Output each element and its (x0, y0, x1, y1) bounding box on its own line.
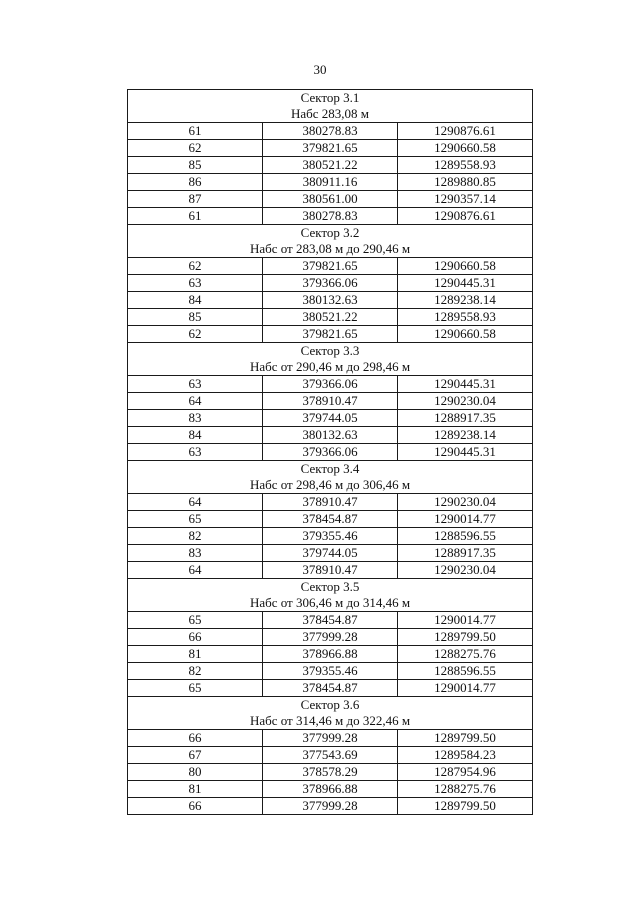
sector-header-row (128, 461, 533, 494)
table-row (128, 292, 533, 309)
sector-header-row (128, 225, 533, 258)
x-coordinate-cell: 379744.05 (263, 410, 398, 427)
table-row (128, 663, 533, 680)
table-row (128, 612, 533, 629)
x-coordinate-cell: 380132.63 (263, 427, 398, 444)
point-number-cell: 62 (128, 326, 263, 343)
y-coordinate-cell: 1289558.93 (398, 157, 533, 174)
y-coordinate-cell: 1289799.50 (398, 629, 533, 646)
point-number-cell: 66 (128, 730, 263, 747)
y-coordinate-cell: 1289238.14 (398, 292, 533, 309)
y-coordinate-cell: 1290445.31 (398, 376, 533, 393)
x-coordinate-cell: 378910.47 (263, 393, 398, 410)
y-coordinate-cell: 1289799.50 (398, 798, 533, 815)
sector-header (128, 697, 533, 730)
sector-title: Сектор 3.3 (300, 343, 360, 358)
table-row (128, 376, 533, 393)
sector-title: Сектор 3.2 (300, 225, 360, 240)
y-coordinate-cell: 1290357.14 (398, 191, 533, 208)
sector-title: Сектор 3.5 (300, 579, 360, 594)
x-coordinate-cell: 380521.22 (263, 309, 398, 326)
table-row (128, 157, 533, 174)
point-number-cell: 84 (128, 427, 263, 444)
coordinates-table (127, 89, 533, 815)
point-number-cell: 65 (128, 680, 263, 697)
point-number-cell: 85 (128, 157, 263, 174)
sector-header (128, 461, 533, 494)
table-row (128, 309, 533, 326)
sector-header-row (128, 579, 533, 612)
table-row (128, 680, 533, 697)
point-number-cell: 61 (128, 208, 263, 225)
table-row (128, 410, 533, 427)
x-coordinate-cell: 380132.63 (263, 292, 398, 309)
x-coordinate-cell: 380278.83 (263, 123, 398, 140)
y-coordinate-cell: 1288917.35 (398, 545, 533, 562)
sector-header-row (128, 697, 533, 730)
point-number-cell: 66 (128, 798, 263, 815)
y-coordinate-cell: 1289880.85 (398, 174, 533, 191)
y-coordinate-cell: 1290014.77 (398, 680, 533, 697)
y-coordinate-cell: 1290230.04 (398, 393, 533, 410)
point-number-cell: 65 (128, 612, 263, 629)
point-number-cell: 66 (128, 629, 263, 646)
x-coordinate-cell: 379366.06 (263, 444, 398, 461)
y-coordinate-cell: 1288275.76 (398, 646, 533, 663)
table-row (128, 208, 533, 225)
x-coordinate-cell: 379821.65 (263, 326, 398, 343)
sector-height-range: Набс 283,08 м (290, 106, 370, 121)
table-row (128, 494, 533, 511)
table-row (128, 646, 533, 663)
sector-header-row (128, 343, 533, 376)
table-row (128, 444, 533, 461)
x-coordinate-cell: 379821.65 (263, 258, 398, 275)
point-number-cell: 83 (128, 545, 263, 562)
sector-header (128, 579, 533, 612)
point-number-cell: 67 (128, 747, 263, 764)
y-coordinate-cell: 1290660.58 (398, 258, 533, 275)
table-row (128, 764, 533, 781)
x-coordinate-cell: 377999.28 (263, 629, 398, 646)
x-coordinate-cell: 380521.22 (263, 157, 398, 174)
point-number-cell: 61 (128, 123, 263, 140)
table-row (128, 326, 533, 343)
y-coordinate-cell: 1290230.04 (398, 494, 533, 511)
sector-title: Сектор 3.6 (300, 697, 360, 712)
x-coordinate-cell: 379744.05 (263, 545, 398, 562)
point-number-cell: 65 (128, 511, 263, 528)
y-coordinate-cell: 1290014.77 (398, 612, 533, 629)
table-row (128, 427, 533, 444)
y-coordinate-cell: 1289799.50 (398, 730, 533, 747)
point-number-cell: 86 (128, 174, 263, 191)
table-row (128, 123, 533, 140)
x-coordinate-cell: 377999.28 (263, 798, 398, 815)
y-coordinate-cell: 1290445.31 (398, 444, 533, 461)
table-row (128, 140, 533, 157)
point-number-cell: 83 (128, 410, 263, 427)
y-coordinate-cell: 1290660.58 (398, 326, 533, 343)
table-row (128, 562, 533, 579)
sector-header (128, 90, 533, 123)
x-coordinate-cell: 379355.46 (263, 528, 398, 545)
x-coordinate-cell: 378910.47 (263, 494, 398, 511)
table-row (128, 730, 533, 747)
table-row (128, 174, 533, 191)
table-row (128, 275, 533, 292)
x-coordinate-cell: 378454.87 (263, 612, 398, 629)
y-coordinate-cell: 1289558.93 (398, 309, 533, 326)
table-row (128, 528, 533, 545)
sector-height-range: Набс от 298,46 м до 306,46 м (249, 477, 411, 492)
y-coordinate-cell: 1289584.23 (398, 747, 533, 764)
y-coordinate-cell: 1289238.14 (398, 427, 533, 444)
y-coordinate-cell: 1290014.77 (398, 511, 533, 528)
table-row (128, 545, 533, 562)
x-coordinate-cell: 378910.47 (263, 562, 398, 579)
x-coordinate-cell: 378454.87 (263, 511, 398, 528)
point-number-cell: 82 (128, 528, 263, 545)
sector-height-range: Набс от 290,46 м до 298,46 м (249, 359, 411, 374)
x-coordinate-cell: 378966.88 (263, 781, 398, 798)
point-number-cell: 63 (128, 376, 263, 393)
x-coordinate-cell: 379366.06 (263, 376, 398, 393)
y-coordinate-cell: 1288596.55 (398, 663, 533, 680)
sector-header (128, 343, 533, 376)
x-coordinate-cell: 378578.29 (263, 764, 398, 781)
table-row (128, 258, 533, 275)
sector-title: Сектор 3.4 (300, 461, 360, 476)
x-coordinate-cell: 379355.46 (263, 663, 398, 680)
sector-header (128, 225, 533, 258)
table-row (128, 629, 533, 646)
y-coordinate-cell: 1290876.61 (398, 123, 533, 140)
point-number-cell: 62 (128, 140, 263, 157)
y-coordinate-cell: 1287954.96 (398, 764, 533, 781)
point-number-cell: 84 (128, 292, 263, 309)
y-coordinate-cell: 1288596.55 (398, 528, 533, 545)
x-coordinate-cell: 379366.06 (263, 275, 398, 292)
point-number-cell: 63 (128, 275, 263, 292)
table-row (128, 393, 533, 410)
point-number-cell: 63 (128, 444, 263, 461)
table-row (128, 781, 533, 798)
x-coordinate-cell: 380561.00 (263, 191, 398, 208)
x-coordinate-cell: 377543.69 (263, 747, 398, 764)
y-coordinate-cell: 1290660.58 (398, 140, 533, 157)
x-coordinate-cell: 379821.65 (263, 140, 398, 157)
table-row (128, 191, 533, 208)
point-number-cell: 81 (128, 781, 263, 798)
page-number: 30 (313, 62, 327, 77)
sector-header-row (128, 90, 533, 123)
sector-height-range: Набс от 306,46 м до 314,46 м (249, 595, 411, 610)
point-number-cell: 87 (128, 191, 263, 208)
table-row (128, 511, 533, 528)
x-coordinate-cell: 377999.28 (263, 730, 398, 747)
y-coordinate-cell: 1288917.35 (398, 410, 533, 427)
point-number-cell: 85 (128, 309, 263, 326)
y-coordinate-cell: 1290876.61 (398, 208, 533, 225)
point-number-cell: 80 (128, 764, 263, 781)
point-number-cell: 64 (128, 494, 263, 511)
x-coordinate-cell: 380911.16 (263, 174, 398, 191)
table-row (128, 747, 533, 764)
sector-title: Сектор 3.1 (300, 90, 360, 105)
point-number-cell: 81 (128, 646, 263, 663)
y-coordinate-cell: 1290230.04 (398, 562, 533, 579)
y-coordinate-cell: 1290445.31 (398, 275, 533, 292)
x-coordinate-cell: 378966.88 (263, 646, 398, 663)
y-coordinate-cell: 1288275.76 (398, 781, 533, 798)
point-number-cell: 82 (128, 663, 263, 680)
x-coordinate-cell: 378454.87 (263, 680, 398, 697)
table-row (128, 798, 533, 815)
sector-height-range: Набс от 283,08 м до 290,46 м (249, 241, 411, 256)
x-coordinate-cell: 380278.83 (263, 208, 398, 225)
point-number-cell: 64 (128, 562, 263, 579)
point-number-cell: 62 (128, 258, 263, 275)
point-number-cell: 64 (128, 393, 263, 410)
sector-height-range: Набс от 314,46 м до 322,46 м (249, 713, 411, 728)
